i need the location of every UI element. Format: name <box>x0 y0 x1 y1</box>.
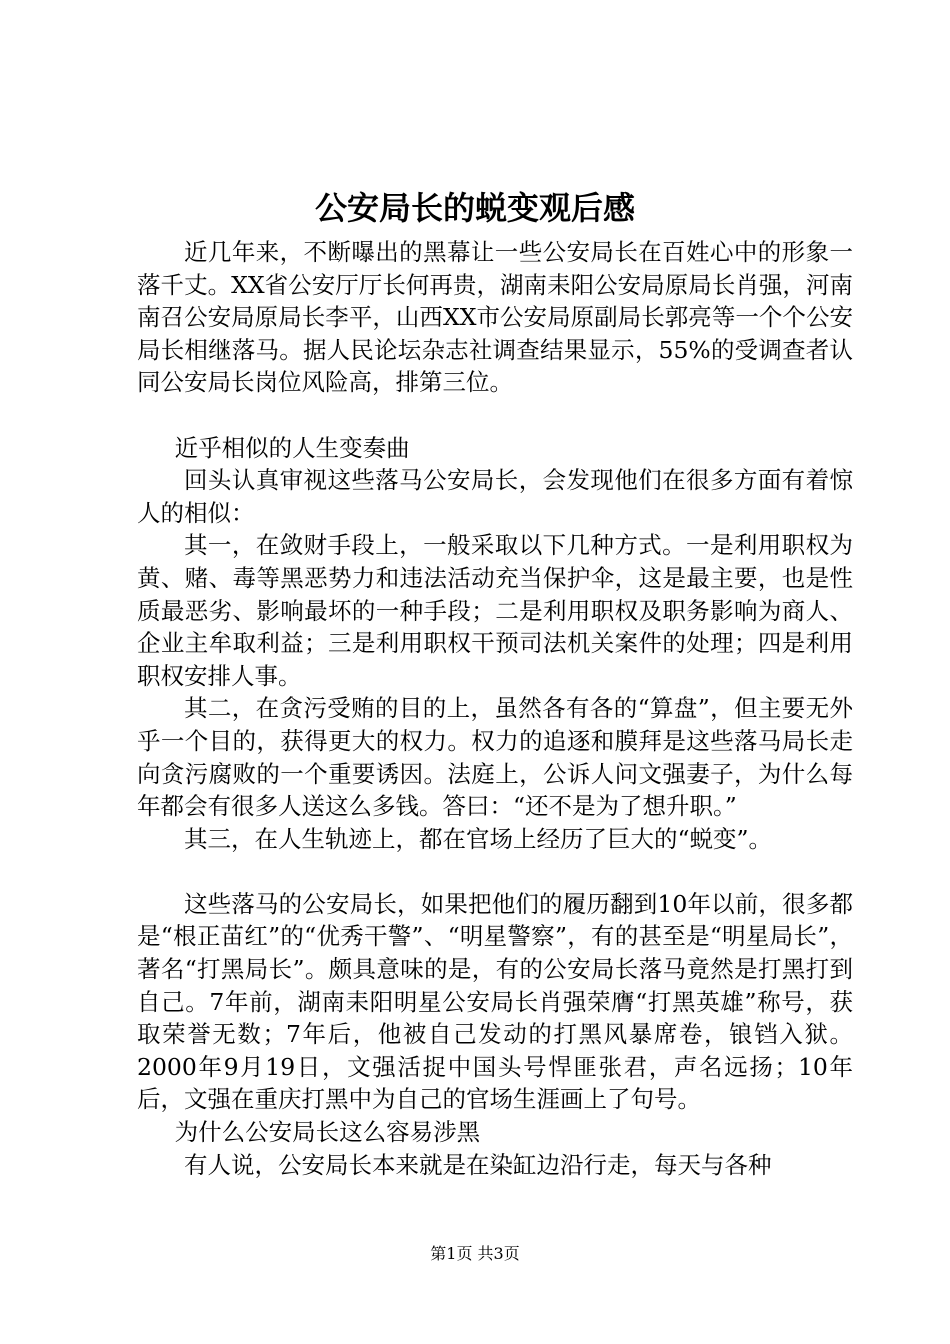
page-number-footer: 第1页 共3页 <box>430 1244 520 1263</box>
paragraph: 其二，在贪污受贿的目的上，虽然各有各的“算盘”，但主要无外乎一个目的，获得更大的权力。权力的追逐和膜拜是这些落马局长走向贪污腐败的一个重要诱因。法庭上，公诉人问文强妻子，为什么每年都会有很多人送这么多钱。答曰：“还不是为了想升职。” <box>137 694 853 821</box>
document-title: 公安局长的蜕变观后感 <box>314 189 635 227</box>
section-heading: 近乎相似的人生变奏曲 <box>174 433 410 462</box>
paragraph: 其三，在人生轨迹上，都在官场上经历了巨大的“蜕变”。 <box>184 824 773 853</box>
paragraph: 这些落马的公安局长，如果把他们的履历翻到10年以前，很多都是“根正苗红”的“优秀干警”、“明星警察”，有的甚至是“明星局长”，著名“打黑局长”。颇具意味的是，有的公安局长落马竟然是打黑打到自己。7年前，湖南耒阳明星公安局长肖强荣膺“打黑英雄”称号，获取荣誉无数；7年后，他被自己发动的打黑风暴席卷，锒铛入狱。2000年9月19日，文强活捉中国头号悍匪张君，声名远扬；10年后，文强在重庆打黑中为自己的官场生涯画上了句号。 <box>137 889 853 1114</box>
document-body <box>137 236 853 1181</box>
paragraph: 其一，在敛财手段上，一般采取以下几种方式。一是利用职权为黄、赌、毒等黑恶势力和违法活动充当保护伞，这是最主要，也是性质最恶劣、影响最坏的一种手段；二是利用职权及职务影响为商人、企业主牟取利益；三是利用职权干预司法机关案件的处理；四是利用职权安排人事。 <box>137 531 853 690</box>
paragraph: 有人说，公安局长本来就是在染缸边沿行走，每天与各种 <box>184 1150 772 1179</box>
paragraph: 近几年来，不断曝出的黑幕让一些公安局长在百姓心中的形象一落千丈。XX省公安厅厅长何再贵，湖南耒阳公安局原局长肖强，河南南召公安局原局长李平，山西XX市公安局原副局长郭亮等一个个公安局长相继落马。据人民论坛杂志社调查结果显示，55%的受调查者认同公安局长岗位风险高，排第三位。 <box>137 238 853 397</box>
paragraph: 回头认真审视这些落马公安局长，会发现他们在很多方面有着惊人的相似： <box>137 466 853 527</box>
section-heading: 为什么公安局长这么容易涉黑 <box>174 1118 481 1147</box>
